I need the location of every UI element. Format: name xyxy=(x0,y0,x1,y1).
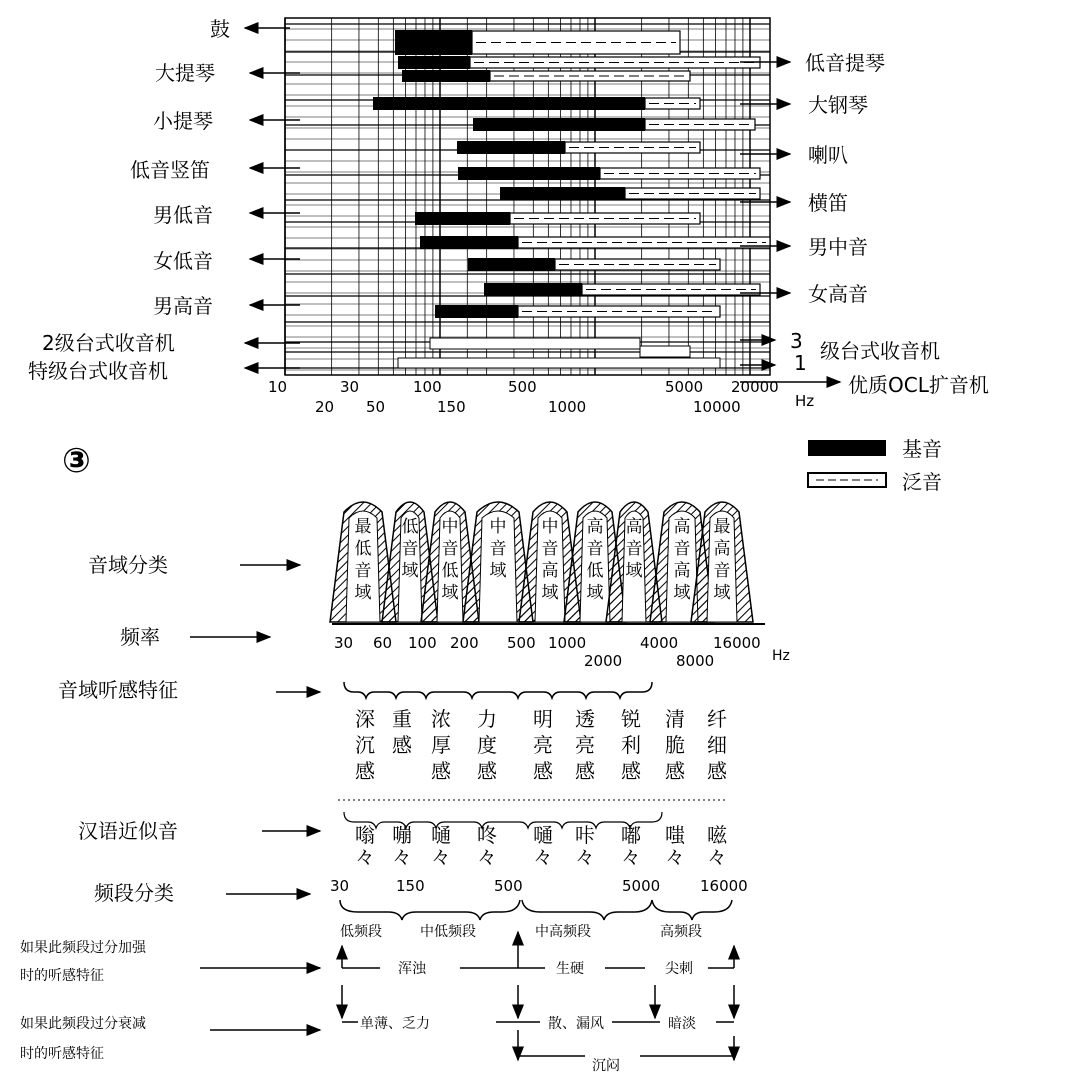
brace-midhigh xyxy=(522,900,652,920)
boost-harsh: 生硬 xyxy=(556,961,584,977)
range-char: 音 xyxy=(673,539,691,559)
sound-char: 々 xyxy=(707,845,727,869)
sound-char: 咚 xyxy=(477,823,497,847)
trait-char: 亮 xyxy=(575,733,595,757)
cut-muffled: 沉闷 xyxy=(592,1058,620,1074)
trait-char: 感 xyxy=(392,733,412,757)
trait-char: 感 xyxy=(533,759,553,783)
range-char: 音 xyxy=(401,539,419,559)
trait-char: 感 xyxy=(431,759,451,783)
trait-char: 明 xyxy=(533,707,553,731)
trait-char: 细 xyxy=(707,733,727,757)
trait-char: 感 xyxy=(575,759,595,783)
range-char: 音 xyxy=(354,561,372,581)
label-grade2-radio: 2级台式收音机 xyxy=(42,331,175,355)
fundamental-bar xyxy=(395,30,472,55)
fundamental-bar xyxy=(373,97,645,110)
trait-char: 锐 xyxy=(621,707,641,731)
row-classification: 音域分类 xyxy=(88,553,168,577)
band-tick-150: 150 xyxy=(396,877,425,895)
tick-20000: 20000 xyxy=(731,378,779,396)
freq-60: 60 xyxy=(373,634,393,652)
x-unit: Hz xyxy=(795,392,815,410)
range-char: 高 xyxy=(713,539,731,559)
tick-5000: 5000 xyxy=(665,378,704,396)
legend-fundamental-swatch xyxy=(808,440,886,456)
range-char: 域 xyxy=(441,583,459,603)
range-char: 最 xyxy=(354,517,372,537)
fundamental-bar xyxy=(458,167,600,180)
row-band-class: 频段分类 xyxy=(94,881,174,905)
label-grade3-radio: 级台式收音机 xyxy=(820,339,940,363)
range-char: 低 xyxy=(441,561,459,581)
trait-char: 感 xyxy=(355,759,375,783)
sound-char: 嘣 xyxy=(392,823,412,847)
fundamental-bar xyxy=(402,70,490,82)
trait-char: 感 xyxy=(621,759,641,783)
range-char: 中 xyxy=(541,517,559,537)
freq-unit: Hz xyxy=(772,648,790,664)
range-char: 最 xyxy=(713,517,731,537)
fundamental-bar xyxy=(415,212,510,225)
trait-char: 清 xyxy=(665,707,685,731)
sound-char: 嗡 xyxy=(355,823,375,847)
freq-100: 100 xyxy=(408,634,437,652)
label-grade3-num: 3 xyxy=(790,329,803,353)
hearing-traits xyxy=(355,707,727,783)
label-double-bass: 低音提琴 xyxy=(805,51,885,75)
row-hearing: 音域听感特征 xyxy=(58,678,178,702)
range-char: 域 xyxy=(541,583,559,603)
sound-char: 々 xyxy=(575,845,595,869)
sound-char: 々 xyxy=(621,845,641,869)
band-tick-30: 30 xyxy=(330,877,350,895)
legend-overtone-label: 泛音 xyxy=(902,470,942,494)
tick-150: 150 xyxy=(437,398,466,416)
freq-2000: 2000 xyxy=(584,652,623,670)
cut-leaky: 散、漏风 xyxy=(548,1016,604,1032)
brace-high xyxy=(652,900,732,920)
sound-char: 々 xyxy=(355,845,375,869)
tick-30: 30 xyxy=(340,378,360,396)
range-char: 高 xyxy=(673,517,691,537)
range-char: 音 xyxy=(489,539,507,559)
range-char: 中 xyxy=(489,517,507,537)
trait-char: 感 xyxy=(665,759,685,783)
label-violin: 小提琴 xyxy=(153,109,213,133)
label-cello: 大提琴 xyxy=(155,61,215,85)
tick-10000: 10000 xyxy=(693,398,741,416)
range-char: 低 xyxy=(401,517,419,537)
fundamental-bar xyxy=(473,118,645,131)
boost-muddy: 浑浊 xyxy=(398,961,426,977)
sound-char: 々 xyxy=(431,845,451,869)
tick-50: 50 xyxy=(366,398,386,416)
fundamental-bar xyxy=(398,56,470,69)
label-ocl-amp: 优质OCL扩音机 xyxy=(848,373,989,397)
radio-grade2-bar xyxy=(430,338,640,349)
fundamental-bar xyxy=(500,187,625,200)
brace-low xyxy=(340,900,416,920)
sound-char: 嘟 xyxy=(621,823,641,847)
trait-char: 感 xyxy=(707,759,727,783)
band-tick-500: 500 xyxy=(494,877,523,895)
range-char: 域 xyxy=(401,561,419,581)
trait-char: 重 xyxy=(392,707,412,731)
trait-char: 亮 xyxy=(533,733,553,757)
band-tick-16000: 16000 xyxy=(700,877,748,895)
range-char: 高 xyxy=(541,561,559,581)
freq-8000: 8000 xyxy=(676,652,715,670)
trait-char: 感 xyxy=(477,759,497,783)
trait-char: 浓 xyxy=(431,707,451,731)
range-char: 音 xyxy=(586,539,604,559)
sound-char: 咔 xyxy=(575,823,595,847)
label-grade1-num: 1 xyxy=(794,351,807,375)
label-tenor-voice: 男高音 xyxy=(153,294,213,318)
freq-200: 200 xyxy=(450,634,479,652)
tick-500: 500 xyxy=(508,378,537,396)
range-char: 中 xyxy=(441,517,459,537)
radio-grade3-bar xyxy=(640,346,690,357)
sound-char: 々 xyxy=(533,845,553,869)
range-char: 音 xyxy=(441,539,459,559)
tick-100: 100 xyxy=(413,378,442,396)
sound-char: 嗤 xyxy=(665,823,685,847)
trait-char: 深 xyxy=(355,707,375,731)
sound-char: 々 xyxy=(477,845,497,869)
fundamental-bar xyxy=(435,305,518,318)
sound-char: 々 xyxy=(665,845,685,869)
trait-char: 度 xyxy=(477,733,497,757)
band-tick-5000: 5000 xyxy=(622,877,661,895)
freq-4000: 4000 xyxy=(640,634,679,652)
freq-30: 30 xyxy=(334,634,354,652)
range-char: 音 xyxy=(713,561,731,581)
trait-char: 纤 xyxy=(707,707,727,731)
boost-sharp: 尖刺 xyxy=(665,961,693,977)
label-bass-clarinet: 低音竖笛 xyxy=(130,158,210,182)
row-boost-1: 如果此频段过分加强 xyxy=(20,940,146,956)
trait-char: 厚 xyxy=(431,733,451,757)
cut-thin: 单薄、乏力 xyxy=(360,1016,430,1032)
range-char: 域 xyxy=(625,561,643,581)
range-char: 域 xyxy=(354,583,372,603)
hearing-brace xyxy=(344,682,652,698)
fundamental-bar xyxy=(420,236,518,249)
range-char: 域 xyxy=(713,583,731,603)
fundamental-bar xyxy=(468,258,555,271)
range-char: 域 xyxy=(673,583,691,603)
band-low: 低频段 xyxy=(340,924,382,940)
fundamental-bar xyxy=(457,141,565,154)
trait-char: 力 xyxy=(477,707,497,731)
label-trumpet: 喇叭 xyxy=(808,143,848,167)
label-bass-voice: 男低音 xyxy=(153,203,213,227)
row-frequency: 频率 xyxy=(120,625,160,649)
range-char: 高 xyxy=(586,517,604,537)
row-boost-2: 时的听感特征 xyxy=(20,968,104,984)
label-drum: 鼓 xyxy=(210,17,230,41)
label-alto-voice: 女低音 xyxy=(153,249,213,273)
range-char: 域 xyxy=(586,583,604,603)
range-char: 音 xyxy=(625,539,643,559)
row-cut-2: 时的听感特征 xyxy=(20,1046,104,1062)
label-baritone: 男中音 xyxy=(808,235,868,259)
label-flute: 横笛 xyxy=(808,191,848,215)
range-char: 音 xyxy=(541,539,559,559)
band-midhigh: 中高频段 xyxy=(535,924,591,940)
label-soprano: 女高音 xyxy=(808,282,868,306)
range-char: 低 xyxy=(586,561,604,581)
band-high: 高频段 xyxy=(660,924,702,940)
sound-char: 嗵 xyxy=(533,823,553,847)
sound-char: 嗵 xyxy=(431,823,451,847)
row-approx-sound: 汉语近似音 xyxy=(78,819,178,843)
tick-10: 10 xyxy=(268,378,288,396)
sound-char: 々 xyxy=(392,845,412,869)
tick-1000: 1000 xyxy=(548,398,587,416)
fundamental-bar xyxy=(484,283,582,296)
range-char: 低 xyxy=(354,539,372,559)
freq-16000: 16000 xyxy=(713,634,761,652)
cut-dull: 暗淡 xyxy=(668,1016,696,1032)
sound-char: 嗞 xyxy=(707,823,727,847)
trait-char: 沉 xyxy=(355,733,375,757)
band-midlow: 中低频段 xyxy=(420,924,476,940)
label-premium-radio: 特级台式收音机 xyxy=(28,359,168,383)
approx-sounds xyxy=(344,812,728,869)
range-char: 高 xyxy=(673,561,691,581)
legend-fundamental-label: 基音 xyxy=(902,437,942,461)
range-char: 高 xyxy=(625,517,643,537)
freq-1000: 1000 xyxy=(548,634,587,652)
trait-char: 利 xyxy=(621,733,641,757)
brace-midlow xyxy=(416,900,520,920)
trait-char: 脆 xyxy=(665,733,685,757)
freq-500: 500 xyxy=(507,634,536,652)
row-cut-1: 如果此频段过分衰减 xyxy=(20,1016,146,1032)
tick-20: 20 xyxy=(315,398,335,416)
figure-number: ③ xyxy=(62,441,91,481)
trait-char: 透 xyxy=(575,707,595,731)
label-grand-piano: 大钢琴 xyxy=(808,93,868,117)
range-char: 域 xyxy=(489,561,507,581)
radio-premium-bar xyxy=(398,358,720,368)
hearing-braces xyxy=(344,682,652,698)
